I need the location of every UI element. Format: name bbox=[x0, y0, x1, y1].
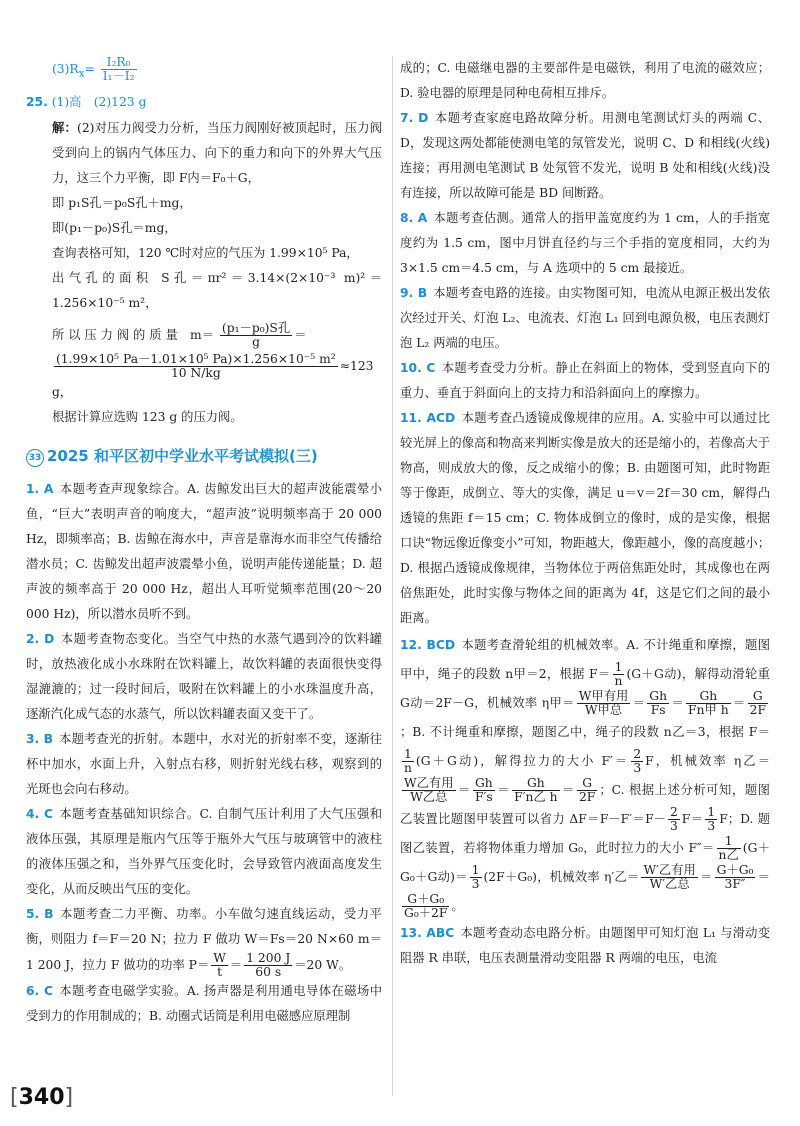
answer-8: 8. A 本题考查估测。通常人的指甲盖宽度约为 1 cm，人的手指宽度约为 1.5 cm，图中月饼直径约与三个手指的宽度相同，大约为 3×1.5 cm＝4.5 cm，与 A 选项中的 5 cm 最接近。 bbox=[400, 211, 770, 275]
fraction: $\frac{W}{t}$ bbox=[213, 951, 226, 980]
fraction: $\frac{Gh}{Fs}$ bbox=[649, 689, 668, 717]
right-column bbox=[400, 56, 770, 971]
answer-3b: 3. B 本题考查光的折射。本题中，水对光的折射率不变，逐渐往杯中加水，水面上升，入射点右移，则折射光线右移，观察到的光斑也会向右移动。 bbox=[26, 732, 382, 797]
fraction: $\frac{2}{3}$ bbox=[633, 747, 642, 775]
solution-line: 所 以 压 力 阀 的 质 量 m＝ $\frac{\text{(p₁－p₀)S孔}}{g}$ ＝ bbox=[52, 321, 307, 350]
answer-3: $(3)R_x=$ $\frac{\text{I₂R₀}}{\text{I₁－I₂}}$ bbox=[52, 55, 135, 83]
answer-1: 1. A 本题考查声现象综合。A. 齿鲸发出巨大的超声波能震晕小鱼，“巨大”表明声音的响度大，“超声波”说明频率高于 20 000 Hz，即频率高；B. 齿鲸在海水中，声音是靠海水而非空气传播给潜水员；C. 齿鲸发出超声波震晕小鱼，说明声能传递能量；D. 超声波的频率高于 20 000 Hz，超出人耳听觉频率范围(20～20 000 Hz)，所以潜水员听不到。 bbox=[26, 482, 383, 622]
answer-10: 10. C 本题考查受力分析。静止在斜面上的物体，受到竖直向下的重力、垂直于斜面向上的支持力和沿斜面向上的摩擦力。 bbox=[400, 361, 770, 400]
section-number-badge: 33 bbox=[26, 449, 44, 467]
answer-11: 11. ACD 本题考查凸透镜成像规律的应用。A. 实验中可以通过比较光屏上的像高和物高来判断实像是放大的还是缩小的，若像高大于物高，则成放大的像，反之成缩小的像；B. 由题图可知，此时物距等于像距，成倒立、等大的实像，满足 u＝v＝2f＝30 cm，解得凸透镜的焦距 f＝15 cm；C. 物体成倒立的像时，成的是实像，根据口诀“物远像近像变小”可知，物距越大，像距越小，像的高度越小；D. 根据凸透镜成像规律，当物体位于两倍焦距处时，其成像也在两倍焦距处，此时实像与物体之间的距离为 4f，这是它们之间的最小距离。 bbox=[400, 411, 770, 625]
fraction: $\frac{G}{2F}$ bbox=[749, 689, 766, 717]
fraction: $\frac{1}{n}$ bbox=[614, 660, 623, 688]
answer-6: 6. C 本题考查电磁学实验。A. 扬声器是利用通电导体在磁场中受到力的作用制成的；B. 动圈式话筒是利用电磁感应原理制 bbox=[26, 984, 382, 1024]
fraction: $\frac{G}{2F}$ bbox=[578, 776, 596, 804]
question-25: 25. (1)高 (2)123 g bbox=[26, 95, 147, 110]
fraction: $\frac{Gh}{F's}$ bbox=[474, 776, 493, 804]
fraction: $\frac{\text{(1.99×10⁵ Pa－1.01×10⁵ Pa)×1.256×10⁻⁵ m²}}{10 N/kg}$ bbox=[56, 352, 336, 381]
solution-line: 即 p₁S孔＝p₀S孔＋mg， bbox=[52, 196, 192, 211]
solution-line: 查询表格可知，120 ℃时对应的气压为 1.99×10⁵ Pa， bbox=[52, 246, 359, 261]
left-column bbox=[26, 56, 382, 1029]
solution-text: 解：(2)对压力阀受力分析，当压力阀刚好被顶起时，压力阀受到向上的锅内气体压力、向下的重力和向下的外界大气压力，这三个力平衡，即 F内＝F₀＋G， bbox=[52, 120, 382, 186]
fraction: $\frac{1 200 J}{60 s}$ bbox=[246, 951, 291, 980]
answer-4: 4. C 本题考查基础知识综合。C. 自制气压计利用了大气压强和液体压强，其原理是瓶内气压等于瓶外大气压与玻璃管中的液柱的液体压强之和，当外界气压变化时，会导致管内液面高度发生变化，从而反映出气压的变化。 bbox=[26, 807, 382, 897]
fraction: $\frac{\text{(p₁－p₀)S孔}}{g}$ bbox=[221, 321, 291, 350]
answer-5: 5. B 本题考查二力平衡、功率。小车做匀速直线运动，受力平衡，则阻力 f＝F＝20 N；拉力 F 做功 W＝Fs＝20 N×60 m＝1 200 J，拉力 F 做功的功率 P＝ $\frac{W}{t}$ ＝ $\frac{1 200 J}{60 s}$ ＝20 W。 bbox=[26, 907, 382, 980]
column-divider bbox=[392, 56, 393, 1096]
fraction: $\frac{\text{G＋G₀}}{3F''}$ bbox=[716, 863, 754, 891]
page-number: [340] bbox=[10, 1085, 74, 1110]
answer-13: 13. ABC 本题考查动态电路分析。由题图甲可知灯泡 L₁ 与滑动变阻器 R 串联，电压表测量滑动变阻器 R 两端的电压，电流 bbox=[400, 926, 771, 965]
fraction: $\frac{1}{3}$ bbox=[471, 863, 480, 891]
fraction: $\frac{\text{W乙有用}}{\text{W乙总}}$ bbox=[404, 776, 454, 804]
answer-6-continued: 成的；C. 电磁继电器的主要部件是电磁铁，利用了电流的磁效应；D. 验电器的原理是同种电荷相互排斥。 bbox=[400, 61, 770, 100]
solution-line: $\frac{\text{(1.99×10⁵ Pa－1.01×10⁵ Pa)×1.256×10⁻⁵ m²}}{10 N/kg}$ ≈123 g， bbox=[52, 352, 374, 400]
fraction: $\frac{2}{3}$ bbox=[669, 805, 678, 833]
fraction: $\frac{Gh}{\text{Fn甲 h}}$ bbox=[688, 689, 729, 717]
fraction: $\frac{\text{W′乙有用}}{\text{W′乙总}}$ bbox=[643, 863, 696, 891]
solution-line: 根据计算应选购 123 g 的压力阀。 bbox=[52, 410, 243, 425]
fraction: $\frac{\text{I₂R₀}}{\text{I₁－I₂}}$ bbox=[102, 55, 135, 83]
section-title: 33 2025 和平区初中学业水平考试模拟(三) bbox=[26, 444, 382, 469]
fraction: $\frac{Gh}{\text{F′n乙 h}}$ bbox=[514, 776, 558, 804]
answer-7: 7. D 本题考查家庭电路故障分析。用测电笔测试灯头的两端 C、D，发现这两处都能使测电笔的氖管发光，说明 C、D 和相线(火线)连接；再用测电笔测试 B 处氖管不发光，说明 B 处和相线(火线)没有连接，所以故障可能是 BD 间断路。 bbox=[400, 111, 770, 200]
solution-line: 即(p₁－p₀)S孔＝mg， bbox=[52, 221, 177, 236]
fraction: $\frac{\text{W甲有用}}{\text{W甲总}}$ bbox=[578, 689, 629, 717]
fraction: $\frac{\text{G＋G₀}}{\text{G₀＋2F}}$ bbox=[404, 892, 448, 920]
fraction: $\frac{1}{\text{n乙}}$ bbox=[718, 834, 739, 862]
solution-line: 出气孔的面积 S孔＝πr²＝3.14×(2×10⁻³ m)²＝1.256×10⁻⁵ m²， bbox=[52, 271, 382, 311]
fraction: $\frac{1}{3}$ bbox=[707, 805, 716, 833]
fraction: $\frac{1}{n}$ bbox=[404, 747, 412, 775]
answer-2: 2. D 本题考查物态变化。当空气中热的水蒸气遇到冷的饮料罐时，放热液化成小水珠附在饮料罐上，故饮料罐的表面很快变得湿漉漉的；过一段时间后，吸附在饮料罐上的小水珠温度升高，逐渐汽化成气态的水蒸气，所以饮料罐表面又变干了。 bbox=[26, 632, 382, 722]
answer-9: 9. B 本题考查电路的连接。由实物图可知，电流从电源正极出发依次经过开关、灯泡 L₂、电流表、灯泡 L₁ 回到电源负极，电压表测灯泡 L₂ 两端的电压。 bbox=[400, 286, 770, 350]
answer-12: 12. BCD 本题考查滑轮组的机械效率。A. 不计绳重和摩擦，题图甲中，绳子的段数 n甲＝2，根据 F＝ $\frac{1}{n}$ (G＋G动)，解得动滑轮重 G动＝2F－G，机械效率 η甲＝ $\frac{\text{W甲有用}}{\text{W甲总}}$ ＝ $\frac{Gh}{Fs}$ ＝ $\frac{Gh}{\text{Fn甲 h}}$ ＝ $\frac{G}{2F}$ ；B. 不计绳重和摩擦，题图乙中，绳子的段数 n乙＝3，根据 F＝ $\frac{1}{n}$ (G＋G动)，解得拉力的大小 F′＝ $\frac{2}{3}$ F，机械效率 η乙＝ $\frac{\text{W乙有用}}{\text{W乙总}}$ ＝ $\frac{Gh}{F's}$ ＝ $\frac{Gh}{\text{F′n乙 h}}$ ＝ $\frac{G}{2F}$ ；C. 根据上述分析可知，题图乙装置比题图甲装置可以省力 ΔF＝F－F′＝F－ $\frac{2}{3}$ F＝ $\frac{1}{3}$ F；D. 题图乙装置，若将物体重力增加 G₀，此时拉力的大小 F″＝ $\frac{1}{\text{n乙}}$ (G＋G₀＋G动)＝ $\frac{1}{3}$ (2F＋G₀)，机械效率 η′乙＝ $\frac{\text{W′乙有用}}{\text{W′乙总}}$ ＝ $\frac{\text{G＋G₀}}{3F''}$ ＝ $\frac{\text{G＋G₀}}{\text{G₀＋2F}}$ 。 bbox=[400, 638, 771, 920]
